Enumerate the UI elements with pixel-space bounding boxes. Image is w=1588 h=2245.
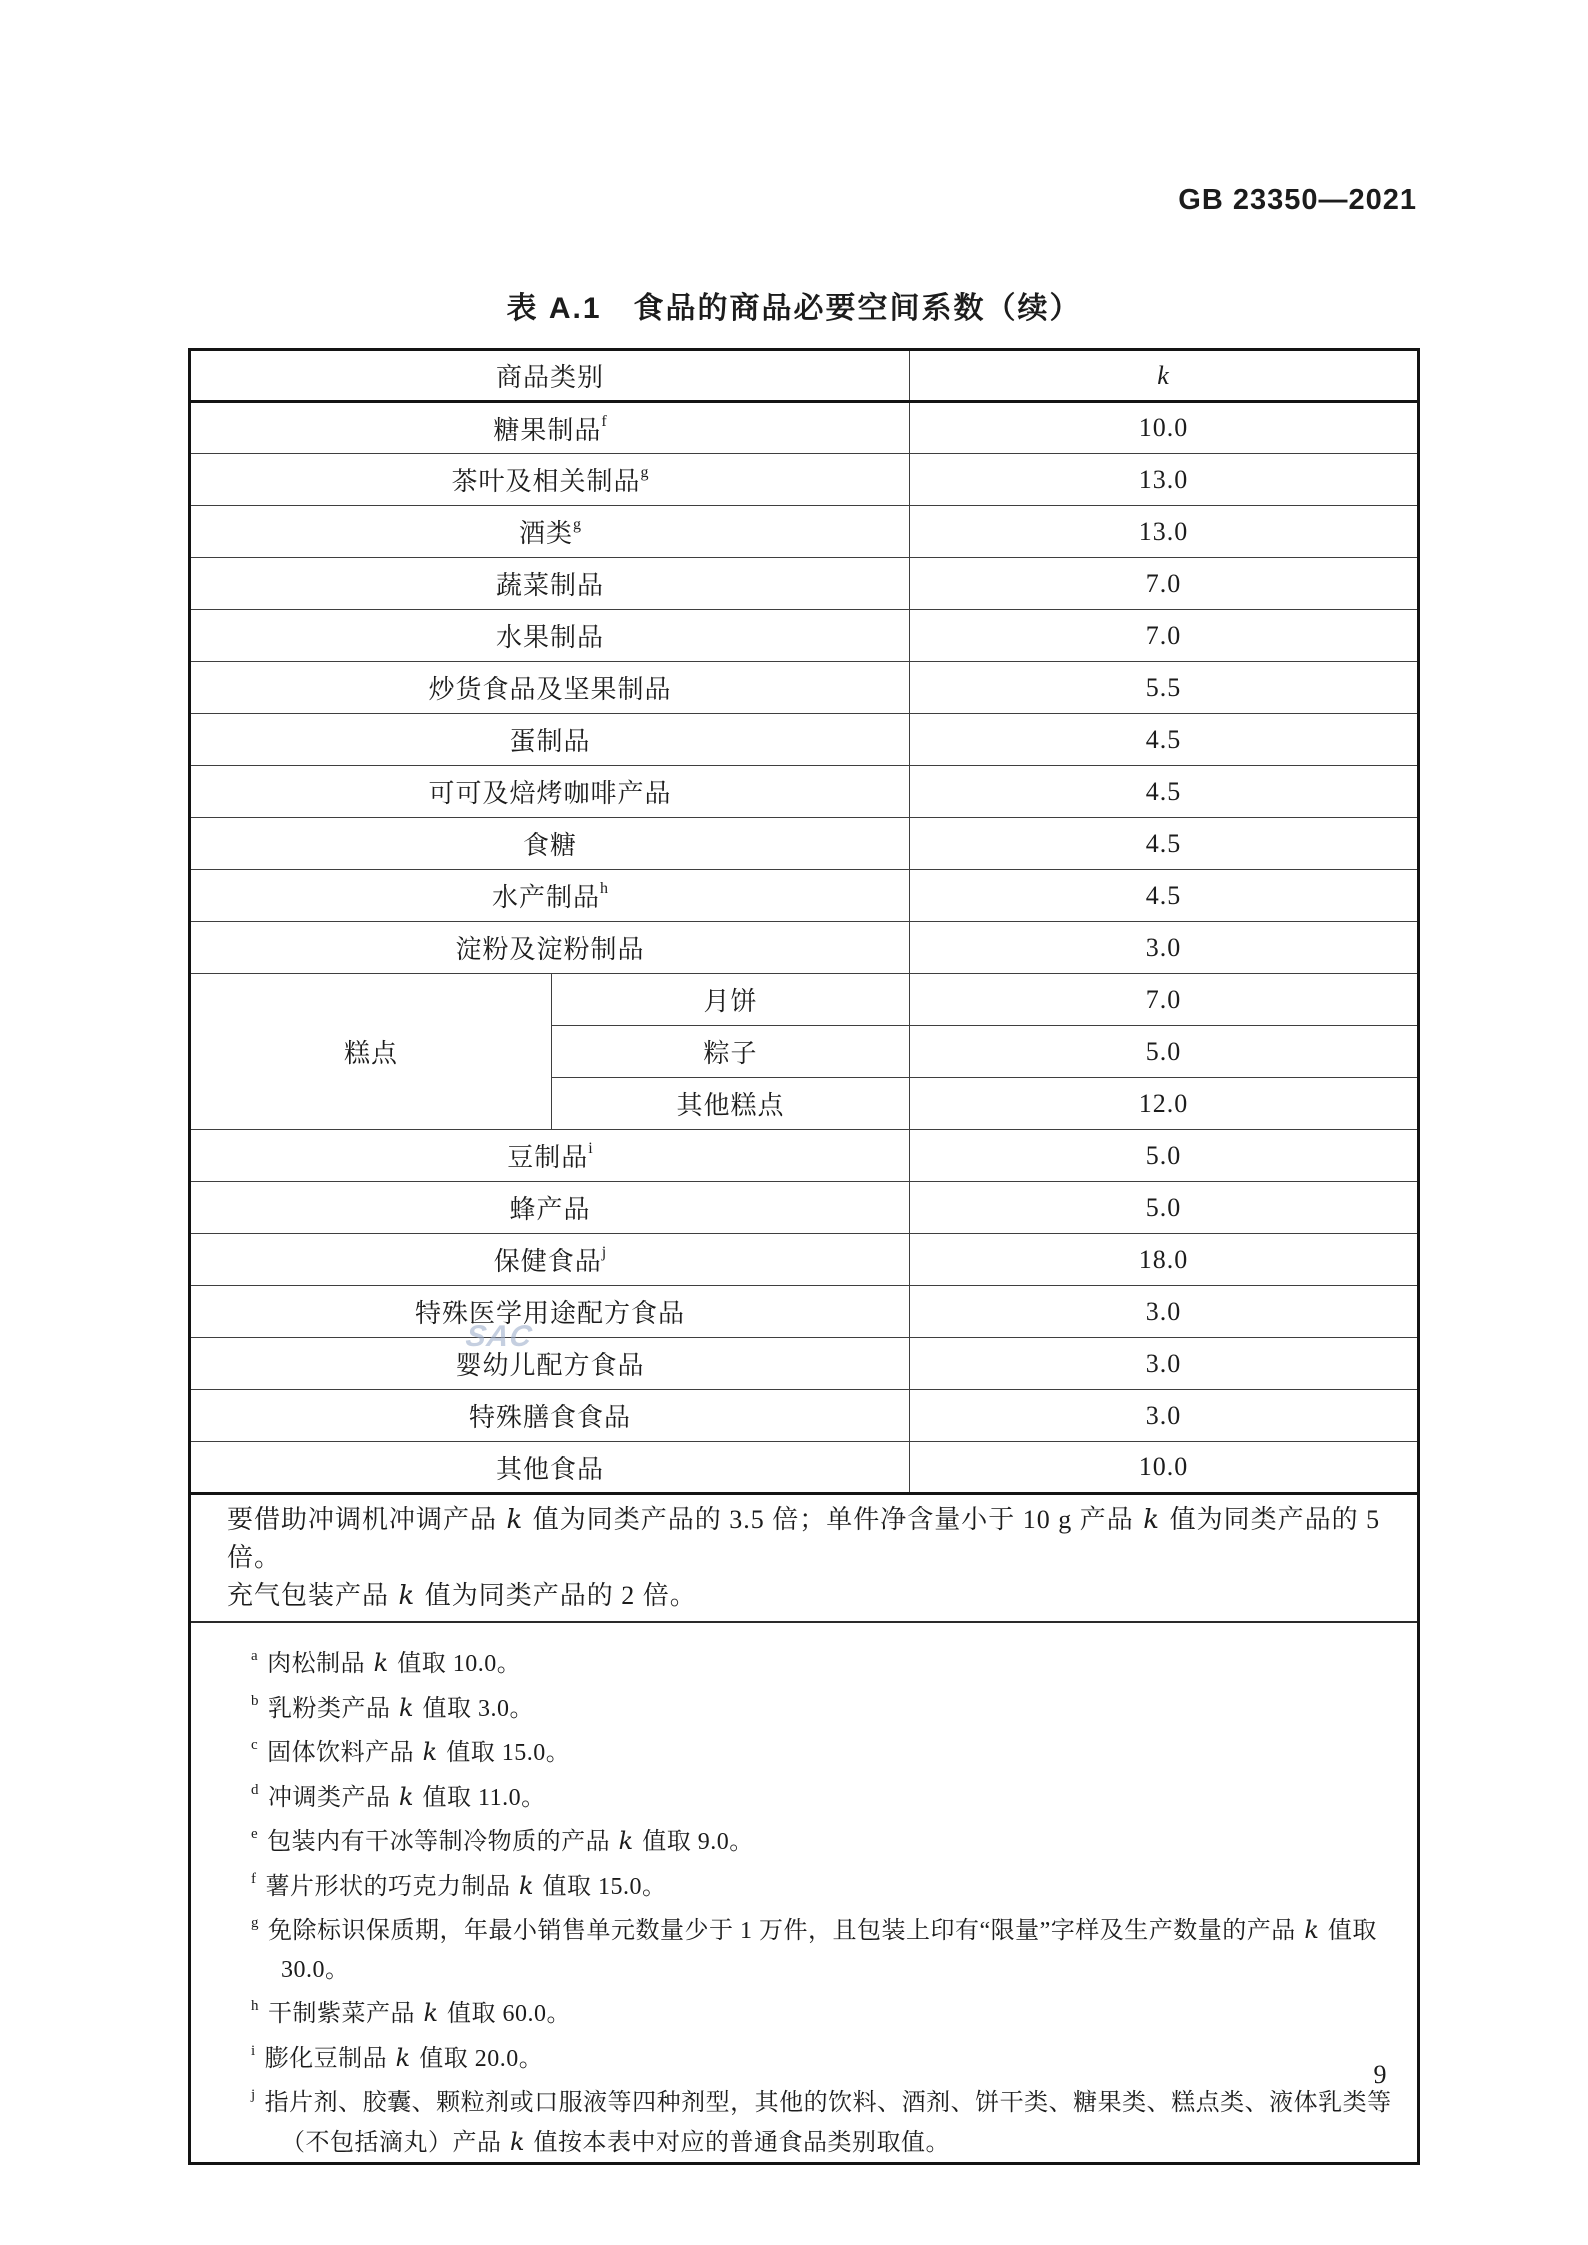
footnote-text: 冲调类产品 k 值取 11.0。 xyxy=(268,1782,546,1811)
k-value-cell: 5.0 xyxy=(910,1026,1419,1078)
footnote xyxy=(251,1773,1397,1818)
category-label: 炒货食品及坚果制品 xyxy=(428,675,672,704)
category-label: 水果制品 xyxy=(496,623,605,652)
k-value-cell: 3.0 xyxy=(910,1390,1419,1442)
category-cell xyxy=(190,870,910,922)
table-row xyxy=(190,662,1419,714)
footnote-text: 包装内有干冰等制冷物质的产品 k 值取 9.0。 xyxy=(267,1827,754,1855)
category-cell xyxy=(190,766,910,818)
k-value-cell: 10.0 xyxy=(910,1442,1419,1494)
category-label: 特殊膳食食品 xyxy=(469,1403,632,1432)
footnote-text: 薯片形状的巧克力制品 k 值取 15.0。 xyxy=(265,1871,667,1900)
footnote xyxy=(251,1989,1397,2034)
footnote-ref: i xyxy=(588,1140,593,1158)
sac-watermark: SAC xyxy=(463,1320,535,1353)
category-label: 糖果制品 xyxy=(493,415,602,445)
category-label: 可可及焙烤咖啡产品 xyxy=(428,779,672,808)
footnote-ref: g xyxy=(640,464,649,482)
k-value-cell: 12.0 xyxy=(910,1078,1419,1130)
category-cell xyxy=(190,1286,910,1338)
footnote-marker: i xyxy=(251,2042,256,2059)
footnote-text: 免除标识保质期，年最小销售单元数量少于 1 万件，且包装上印有“限量”字样及生产数量的产品 k 值取 30.0。 xyxy=(268,1916,1377,1983)
footnote xyxy=(251,1728,1397,1773)
footnote-marker: d xyxy=(251,1781,259,1798)
footnote-marker: e xyxy=(251,1826,259,1842)
footnote xyxy=(251,2078,1397,2162)
category-cell xyxy=(190,714,910,766)
k-value-cell: 4.5 xyxy=(910,766,1419,818)
category-cell xyxy=(190,610,910,662)
table-body xyxy=(190,350,1419,2164)
footnote-marker: f xyxy=(251,1870,257,1887)
footnote-marker: j xyxy=(251,2087,256,2103)
footnote xyxy=(251,2034,1397,2079)
category-label: 茶叶及相关制品 xyxy=(451,467,641,496)
k-value-cell: 7.0 xyxy=(910,974,1419,1026)
category-cell xyxy=(190,1234,910,1286)
k-value-cell: 10.0 xyxy=(910,402,1419,454)
category-label: 保健食品 xyxy=(493,1247,602,1276)
table-a1-continued xyxy=(188,348,1417,2165)
category-cell xyxy=(190,558,910,610)
k-value-cell: 13.0 xyxy=(910,506,1419,558)
table-row xyxy=(190,1286,1419,1338)
k-value-cell: 5.5 xyxy=(910,662,1419,714)
table-notes-row xyxy=(190,1494,1419,1623)
category-cell xyxy=(190,506,910,558)
footnote-text: 乳粉类产品 k 值取 3.0。 xyxy=(268,1693,535,1722)
footnote xyxy=(251,1906,1397,1989)
category-cell xyxy=(190,1182,910,1234)
footnote-text: 固体饮料产品 k 值取 15.0。 xyxy=(267,1738,571,1766)
footnote-marker: c xyxy=(251,1737,259,1753)
table-row xyxy=(190,402,1419,454)
footnote-ref: f xyxy=(601,412,607,430)
table-footnotes-cell xyxy=(190,1622,1419,2164)
table-footnotes-row xyxy=(190,1622,1419,2164)
category-label: 食糖 xyxy=(523,831,578,860)
k-value-cell: 7.0 xyxy=(910,558,1419,610)
footnote-marker: g xyxy=(251,1915,259,1931)
table-header-row xyxy=(190,350,1419,402)
table-row xyxy=(190,1130,1419,1182)
category-group-cell: 糕点 xyxy=(190,974,552,1130)
category-cell xyxy=(190,922,910,974)
category-cell xyxy=(190,454,910,506)
footnote-text: 膨化豆制品 k 值取 20.0。 xyxy=(264,2043,544,2072)
k-value-cell: 4.5 xyxy=(910,714,1419,766)
k-value-cell: 4.5 xyxy=(910,818,1419,870)
footnote-marker: h xyxy=(251,1998,259,2014)
subcategory-cell: 粽子 xyxy=(552,1026,910,1078)
category-label: 蔬菜制品 xyxy=(496,571,605,600)
category-label: 豆制品 xyxy=(507,1143,589,1172)
note-line: 充气包装产品 k 值为同类产品的 2 倍。 xyxy=(227,1581,697,1611)
note-line: 要借助冲调机冲调产品 k 值为同类产品的 3.5 倍；单件净含量小于 10 g 产品 k 值为同类产品的 5 倍。 xyxy=(227,1505,1381,1572)
category-label: 其他食品 xyxy=(496,1454,605,1484)
footnote xyxy=(251,1817,1397,1862)
footnote-ref: j xyxy=(601,1244,607,1262)
category-cell xyxy=(190,1390,910,1442)
k-value-cell: 5.0 xyxy=(910,1182,1419,1234)
footnote-marker: a xyxy=(251,1648,259,1664)
header-k-cell: k xyxy=(910,350,1419,402)
table-row xyxy=(190,1234,1419,1286)
k-value-cell: 4.5 xyxy=(910,870,1419,922)
category-label: 特殊医学用途配方食品 xyxy=(415,1299,686,1328)
k-value-cell: 7.0 xyxy=(910,610,1419,662)
table-row xyxy=(190,1390,1419,1442)
table-row xyxy=(190,558,1419,610)
category-label: 水产制品 xyxy=(492,883,601,912)
footnote-ref: h xyxy=(600,880,609,898)
k-value-cell: 3.0 xyxy=(910,922,1419,974)
k-value-cell: 3.0 xyxy=(910,1338,1419,1390)
footnote-ref: g xyxy=(573,516,582,534)
standard-code: GB 23350—2021 xyxy=(1178,184,1417,216)
category-cell xyxy=(190,1442,910,1494)
table-row xyxy=(190,1442,1419,1494)
category-label: 蛋制品 xyxy=(509,727,591,756)
category-cell xyxy=(190,402,910,454)
table-row xyxy=(190,714,1419,766)
table-row-group xyxy=(190,974,1419,1026)
category-cell xyxy=(190,1338,910,1390)
space-coefficient-table xyxy=(188,348,1420,2165)
k-value-cell: 18.0 xyxy=(910,1234,1419,1286)
k-value-cell: 3.0 xyxy=(910,1286,1419,1338)
category-label: 淀粉及淀粉制品 xyxy=(455,935,645,964)
footnote-marker: b xyxy=(251,1692,259,1709)
footnote xyxy=(251,1684,1397,1729)
table-row xyxy=(190,870,1419,922)
footnote xyxy=(251,1639,1397,1684)
subcategory-cell: 月饼 xyxy=(552,974,910,1026)
table-row xyxy=(190,1182,1419,1234)
table-title: 表 A.1 食品的商品必要空间系数（续） xyxy=(506,292,1082,325)
header-category-cell: 商品类别 xyxy=(190,350,910,402)
table-row xyxy=(190,766,1419,818)
k-value-cell: 5.0 xyxy=(910,1130,1419,1182)
table-row xyxy=(190,506,1419,558)
subcategory-cell: 其他糕点 xyxy=(552,1078,910,1130)
k-value-cell: 13.0 xyxy=(910,454,1419,506)
category-label: 蜂产品 xyxy=(509,1195,591,1224)
footnote-text: 干制紫菜产品 k 值取 60.0。 xyxy=(268,1999,572,2027)
category-label: 婴幼儿配方食品 xyxy=(455,1351,645,1380)
table-row xyxy=(190,922,1419,974)
table-row xyxy=(190,1338,1419,1390)
footnote xyxy=(251,1862,1397,1907)
table-row xyxy=(190,610,1419,662)
footnote-text: 肉松制品 k 值取 10.0。 xyxy=(267,1649,522,1677)
category-cell xyxy=(190,662,910,714)
table-notes-cell xyxy=(190,1494,1419,1623)
category-label: 酒类 xyxy=(519,519,574,548)
table-row xyxy=(190,818,1419,870)
page-number: 9 xyxy=(1373,2060,1387,2089)
table-row xyxy=(190,454,1419,506)
footnote-text: 指片剂、胶囊、颗粒剂或口服液等四种剂型，其他的饮料、酒剂、饼干类、糖果类、糕点类、液体乳类等（不包括滴丸）产品 k 值按本表中对应的普通食品类别取值。 xyxy=(264,2090,1392,2156)
category-cell xyxy=(190,818,910,870)
category-cell xyxy=(190,1130,910,1182)
